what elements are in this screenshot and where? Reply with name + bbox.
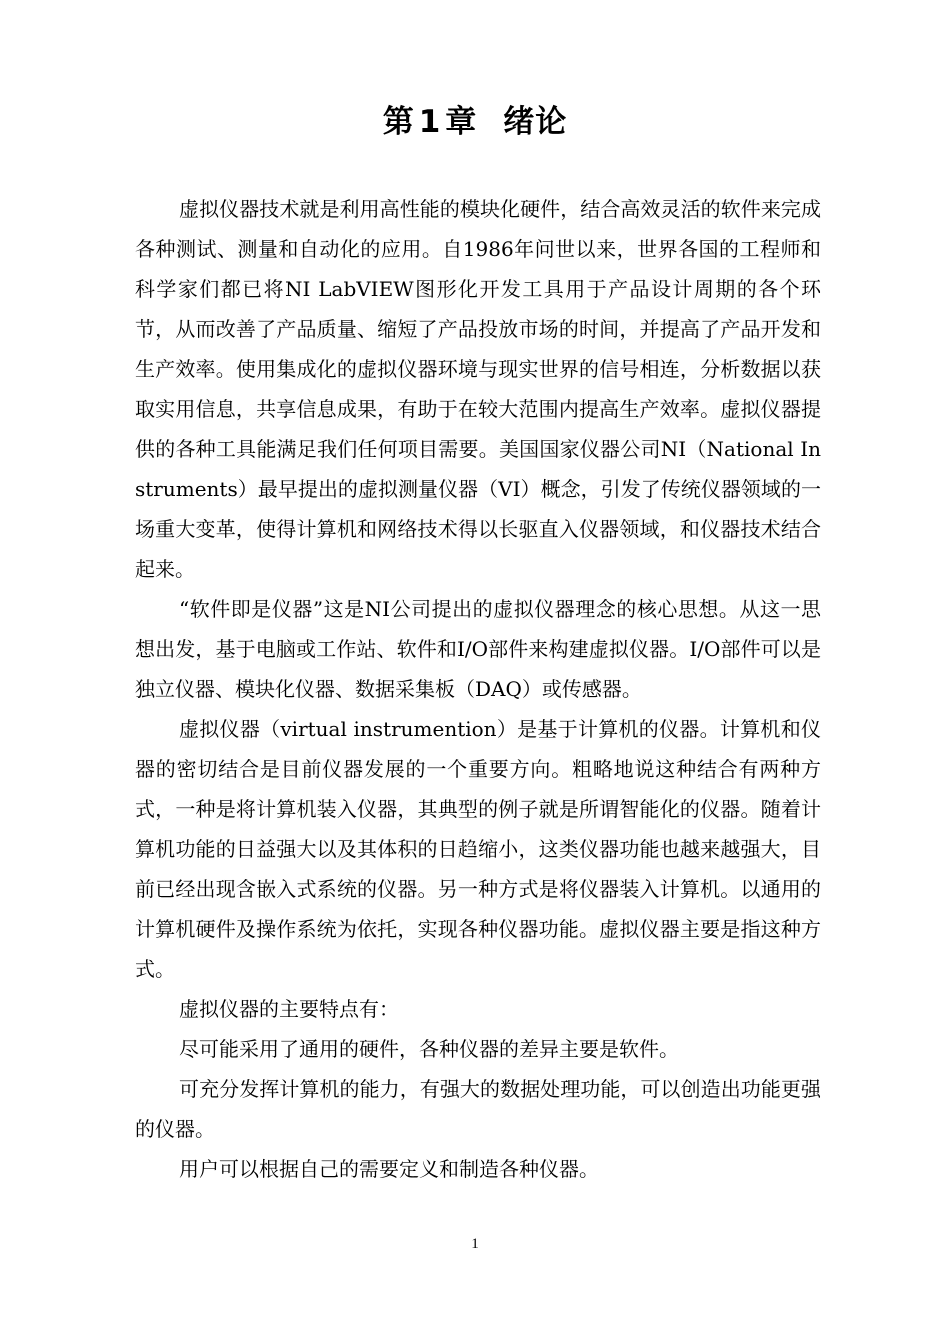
paragraph-feature-2: 可充分发挥计算机的能力，有强大的数据处理功能，可以创造出功能更强的仪器。 [135, 1077, 821, 1141]
page-number: 1 [471, 1236, 479, 1252]
body-text [135, 189, 821, 1189]
chapter-title [0, 96, 950, 148]
paragraph-feature-3: 用户可以根据自己的需要定义和制造各种仪器。 [179, 1157, 599, 1181]
chapter-number: 1 [418, 104, 442, 140]
chapter-prefix: 第 [382, 104, 415, 140]
paragraph-features-heading: 虚拟仪器的主要特点有： [179, 997, 399, 1021]
paragraph-virtual-instrument-definition: 虚拟仪器（virtual instrumention）是基于计算机的仪器。计算机和仪器的密切结合是目前仪器发展的一个重要方向。粗略地说这种结合有两种方式，一种是将计算机装入仪器，其典型的例子就是所谓智能化的仪器。随着计算机功能的日益强大以及其体积的日趋缩小，这类仪器功能也越来越强大，目前已经出现含嵌入式系统的仪器。另一种方式是将仪器装入计算机。以通用的计算机硬件及操作系统为依托，实现各种仪器功能。虚拟仪器主要是指这种方式。 [135, 717, 821, 981]
chapter-heading: 绪论 [503, 104, 568, 140]
paragraph-software-is-instrument: “软件即是仪器”这是NI公司提出的虚拟仪器理念的核心思想。从这一思想出发，基于电脑或工作站、软件和I/O部件来构建虚拟仪器。I/O部件可以是独立仪器、模块化仪器、数据采集板（DAQ）或传感器。 [135, 597, 821, 701]
paragraph-intro: 虚拟仪器技术就是利用高性能的模块化硬件，结合高效灵活的软件来完成各种测试、测量和自动化的应用。自1986年问世以来，世界各国的工程师和科学家们都已将NI LabVIEW图形化开发工具用于产品设计周期的各个环节，从而改善了产品质量、缩短了产品投放市场的时间，并提高了产品开发和生产效率。使用集成化的虚拟仪器环境与现实世界的信号相连，分析数据以获取实用信息，共享信息成果，有助于在较大范围内提高生产效率。虚拟仪器提供的各种工具能满足我们任何项目需要。美国国家仪器公司NI（National Instruments）最早提出的虚拟测量仪器（VI）概念，引发了传统仪器领域的一场重大变革，使得计算机和网络技术得以长驱直入仪器领域，和仪器技术结合起来。 [135, 197, 821, 581]
chapter-label: 章 [445, 104, 478, 140]
paragraph-feature-1: 尽可能采用了通用的硬件，各种仪器的差异主要是软件。 [179, 1037, 679, 1061]
